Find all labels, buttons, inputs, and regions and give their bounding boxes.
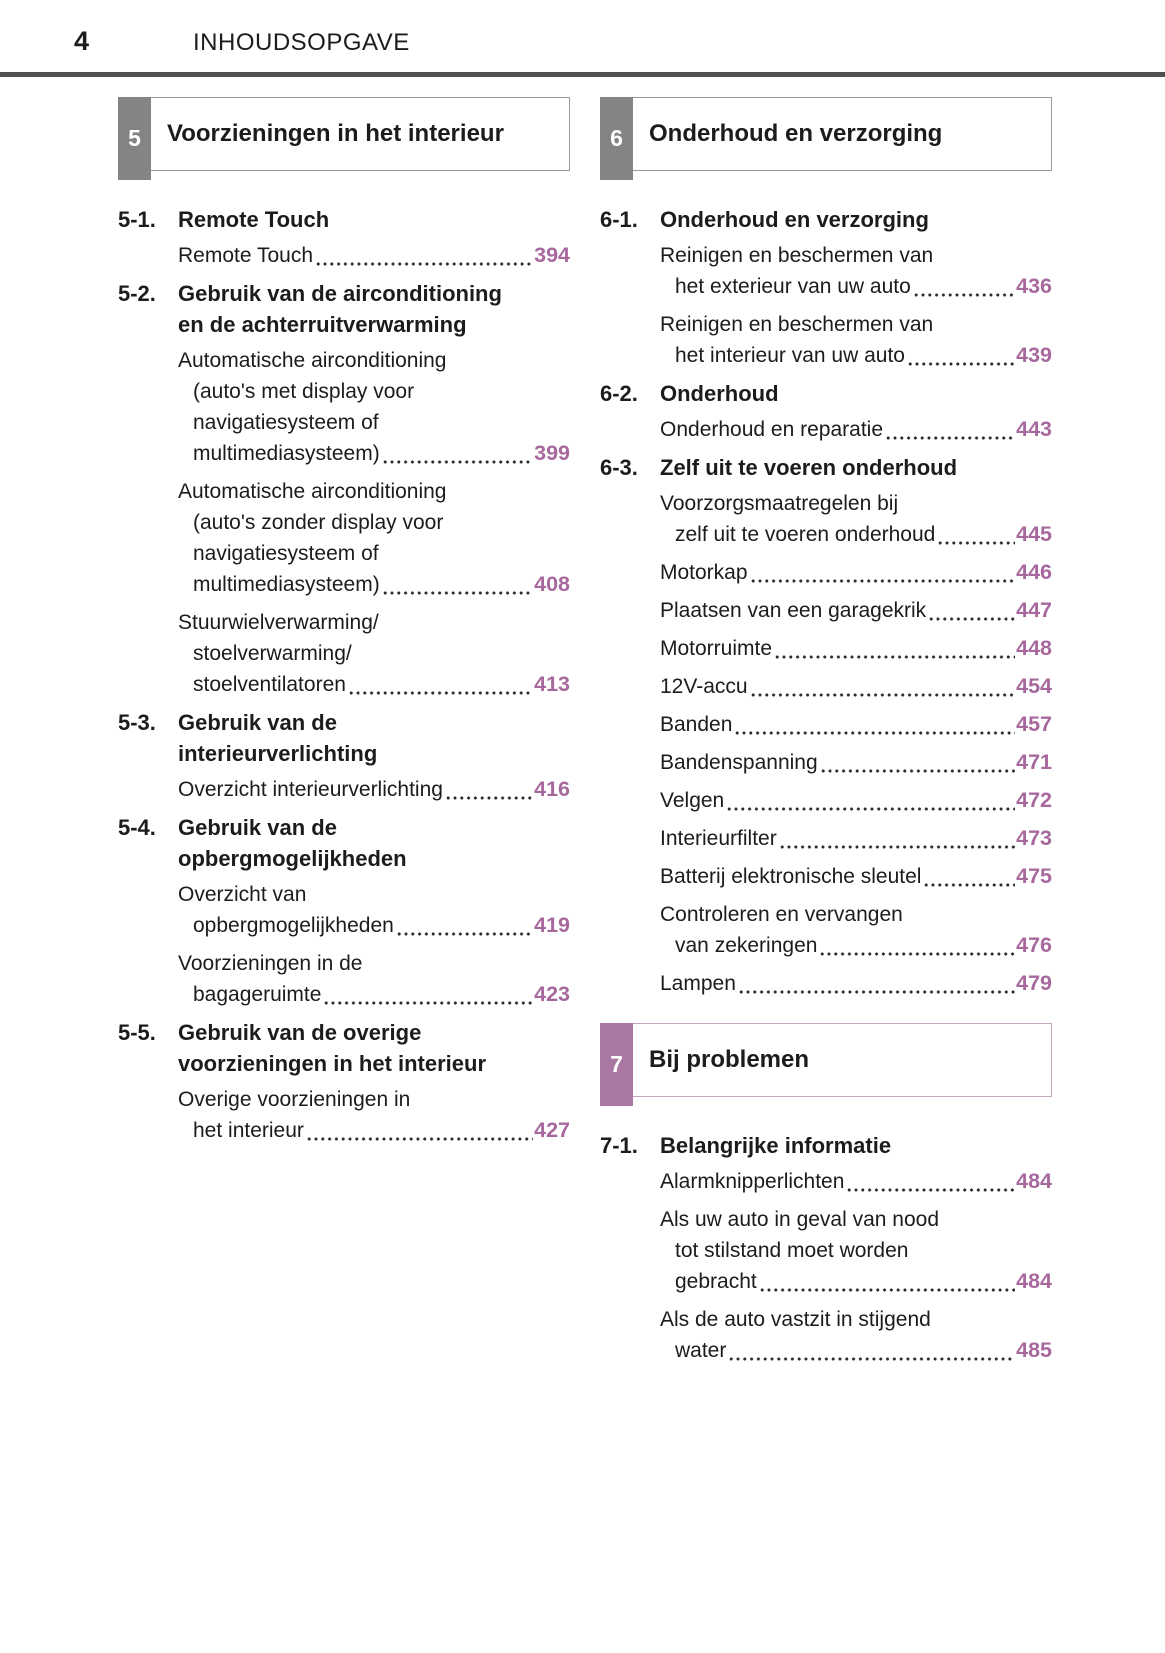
entry-text: Remote Touch [178, 244, 314, 267]
entry-text: (auto's met display voor [193, 380, 415, 403]
section-title [178, 812, 570, 874]
chapter-title: Bij problemen [649, 1046, 810, 1073]
toc-column-right [600, 97, 1052, 1373]
dot-leader [383, 460, 533, 464]
chapter-block-7 [600, 1023, 1052, 1366]
entry-text: het exterieur van uw auto [675, 275, 911, 298]
dot-leader [914, 293, 1015, 297]
entry-line [675, 340, 1052, 371]
entry-text: Als de auto vastzit in stijgend [660, 1308, 931, 1331]
dot-leader [397, 932, 533, 936]
toc-section-5-4 [118, 812, 570, 1010]
entry-page-number: 472 [1016, 788, 1052, 812]
entry-text: water [675, 1339, 727, 1362]
section-title-line: Belangrijke informatie [660, 1133, 892, 1158]
entry-line [193, 910, 570, 941]
chapter-number-tab: 5 [118, 97, 151, 180]
dot-leader [316, 262, 533, 266]
entry-page-number: 439 [1016, 343, 1052, 367]
dot-leader [847, 1188, 1015, 1192]
toc-entry [660, 1166, 1052, 1197]
entry-line [660, 709, 1052, 740]
entry-line [675, 930, 1052, 961]
entry-text: navigatiesysteem of [193, 411, 379, 434]
entry-line [675, 1235, 1052, 1266]
entry-page-number: 443 [1016, 417, 1052, 441]
entry-text: gebracht [675, 1270, 757, 1293]
entry-text: multimediasysteem) [193, 442, 380, 465]
entry-text: navigatiesysteem of [193, 542, 379, 565]
entry-text: Reinigen en beschermen van [660, 244, 934, 267]
toc-section-5-3 [118, 707, 570, 805]
entry-text: Batterij elektronische sleutel [660, 865, 922, 888]
dot-leader [739, 990, 1015, 994]
entry-text: het interieur van uw auto [675, 344, 905, 367]
section-title-line: Remote Touch [178, 207, 330, 232]
entry-text: Interieurfilter [660, 827, 777, 850]
entry-text: 12V-accu [660, 675, 748, 698]
entry-text: stoelventilatoren [193, 673, 346, 696]
toc-entry [660, 595, 1052, 626]
entry-line [193, 376, 570, 407]
chapter-number-tab: 6 [600, 97, 633, 180]
section-title-line: interieurverlichting [178, 741, 378, 766]
dot-leader [820, 952, 1015, 956]
entry-page-number: 446 [1016, 560, 1052, 584]
entry-text: Onderhoud en reparatie [660, 418, 883, 441]
entry-page-number: 399 [534, 441, 570, 465]
dot-leader [760, 1288, 1015, 1292]
toc-section-6-1 [600, 204, 1052, 371]
toc-entry [660, 309, 1052, 371]
section-number: 6-1. [600, 207, 638, 232]
section-title [178, 278, 570, 340]
entry-text: Automatische airconditioning [178, 480, 447, 503]
toc-entry [660, 785, 1052, 816]
toc-entry [178, 345, 570, 469]
entry-text: Overige voorzieningen in [178, 1088, 411, 1111]
entry-line [193, 638, 570, 669]
toc-entry [178, 948, 570, 1010]
entry-line [193, 538, 570, 569]
entry-line [178, 774, 570, 805]
section-number: 6-3. [600, 455, 638, 480]
entry-line [193, 569, 570, 600]
dot-leader [446, 796, 533, 800]
entry-page-number: 445 [1016, 522, 1052, 546]
entry-line [193, 1115, 570, 1146]
entry-page-number: 484 [1016, 1269, 1052, 1293]
section-number: 5-1. [118, 207, 156, 232]
chapter-box-7 [600, 1023, 1052, 1097]
toc-entry [660, 414, 1052, 445]
section-number: 5-4. [118, 815, 156, 840]
section-title [178, 204, 570, 235]
entry-page-number: 447 [1016, 598, 1052, 622]
entry-page-number: 413 [534, 672, 570, 696]
toc-entry [660, 709, 1052, 740]
entry-text: Velgen [660, 789, 725, 812]
toc-entry [178, 879, 570, 941]
entry-page-number: 454 [1016, 674, 1052, 698]
entry-text: Voorzieningen in de [178, 952, 363, 975]
entry-text: Bandenspanning [660, 751, 818, 774]
toc-entry [178, 240, 570, 271]
entry-text: opbergmogelijkheden [193, 914, 394, 937]
entry-page-number: 476 [1016, 933, 1052, 957]
dot-leader [729, 1357, 1015, 1361]
entry-line [660, 240, 1052, 271]
header-rule [0, 72, 1165, 77]
entry-text: Reinigen en beschermen van [660, 313, 934, 336]
entry-line [178, 948, 570, 979]
entry-page-number: 471 [1016, 750, 1052, 774]
section-number: 6-2. [600, 381, 638, 406]
entry-text: Stuurwielverwarming/ [178, 611, 379, 634]
entry-text: het interieur [193, 1119, 304, 1142]
entry-page-number: 479 [1016, 971, 1052, 995]
entry-line [660, 488, 1052, 519]
toc-entry [660, 488, 1052, 550]
dot-leader [751, 579, 1016, 583]
section-title [660, 452, 1052, 483]
chapter-block-6 [600, 97, 1052, 999]
entry-page-number: 427 [534, 1118, 570, 1142]
toc-entry [660, 861, 1052, 892]
entry-text: Alarmknipperlichten [660, 1170, 845, 1193]
toc-column-left [118, 97, 570, 1153]
entry-text: Automatische airconditioning [178, 349, 447, 372]
entry-page-number: 394 [534, 243, 570, 267]
section-title-line: voorzieningen in het interieur [178, 1051, 487, 1076]
toc-section-5-2 [118, 278, 570, 700]
entry-text: Overzicht interieurverlichting [178, 778, 443, 801]
dot-leader [307, 1137, 533, 1141]
dot-leader [751, 693, 1016, 697]
entry-line [178, 607, 570, 638]
entry-text: zelf uit te voeren onderhoud [675, 523, 936, 546]
chapter-title: Voorzieningen in het interieur [167, 120, 504, 147]
entry-text: (auto's zonder display voor [193, 511, 444, 534]
section-title [660, 378, 1052, 409]
entry-page-number: 448 [1016, 636, 1052, 660]
entry-text: Controleren en vervangen [660, 903, 903, 926]
entry-line [193, 669, 570, 700]
section-title-line: opbergmogelijkheden [178, 846, 407, 871]
toc-section-5-1 [118, 204, 570, 271]
toc-entry [660, 671, 1052, 702]
entry-line [178, 476, 570, 507]
entry-text: Lampen [660, 972, 736, 995]
entry-line [675, 1266, 1052, 1297]
entry-text: Als uw auto in geval van nood [660, 1208, 940, 1231]
dot-leader [727, 807, 1015, 811]
dot-leader [821, 769, 1015, 773]
entry-text: Motorkap [660, 561, 748, 584]
entry-page-number: 457 [1016, 712, 1052, 736]
entry-line [660, 968, 1052, 999]
entry-line [178, 240, 570, 271]
chapter-block-5 [118, 97, 570, 1146]
dot-leader [908, 362, 1015, 366]
toc-entry [178, 1084, 570, 1146]
entry-line [675, 519, 1052, 550]
entry-line [660, 861, 1052, 892]
dot-leader [775, 655, 1015, 659]
dot-leader [938, 541, 1015, 545]
entry-text: Overzicht van [178, 883, 307, 906]
section-title-line: Zelf uit te voeren onderhoud [660, 455, 958, 480]
entry-line [193, 979, 570, 1010]
dot-leader [324, 1001, 533, 1005]
entry-text: Plaatsen van een garagekrik [660, 599, 927, 622]
toc-section-7-1 [600, 1130, 1052, 1366]
entry-line [660, 633, 1052, 664]
toc-entry [660, 1304, 1052, 1366]
dot-leader [886, 436, 1015, 440]
entry-line [178, 1084, 570, 1115]
entry-text: stoelverwarming/ [193, 642, 352, 665]
entry-page-number: 423 [534, 982, 570, 1006]
section-number: 7-1. [600, 1133, 638, 1158]
entry-line [660, 1304, 1052, 1335]
entry-page-number: 436 [1016, 274, 1052, 298]
section-title-line: Onderhoud [660, 381, 779, 406]
entry-line [660, 309, 1052, 340]
entry-line [660, 747, 1052, 778]
section-title-line: Gebruik van de overige [178, 1020, 422, 1045]
toc-section-5-5 [118, 1017, 570, 1146]
chapter-title: Onderhoud en verzorging [649, 120, 943, 147]
entry-line [660, 595, 1052, 626]
page-title: INHOUDSOPGAVE [193, 29, 410, 56]
entry-line [675, 271, 1052, 302]
section-number: 5-5. [118, 1020, 156, 1045]
toc-entry [660, 823, 1052, 854]
entry-text: Voorzorgsmaatregelen bij [660, 492, 899, 515]
entry-line [178, 879, 570, 910]
dot-leader [383, 591, 533, 595]
entry-line [675, 1335, 1052, 1366]
entry-page-number: 475 [1016, 864, 1052, 888]
entry-text: Motorruimte [660, 637, 773, 660]
dot-leader [929, 617, 1015, 621]
toc-entry [660, 240, 1052, 302]
entry-line [193, 438, 570, 469]
dot-leader [780, 845, 1015, 849]
entry-line [660, 785, 1052, 816]
entry-text: van zekeringen [675, 934, 818, 957]
dot-leader [349, 691, 533, 695]
chapter-number-tab: 7 [600, 1023, 633, 1106]
toc-entry [660, 1204, 1052, 1297]
toc-section-6-2 [600, 378, 1052, 445]
toc-section-6-3 [600, 452, 1052, 999]
entry-page-number: 416 [534, 777, 570, 801]
chapter-box-5 [118, 97, 570, 171]
entry-page-number: 419 [534, 913, 570, 937]
entry-page-number: 408 [534, 572, 570, 596]
dot-leader [735, 731, 1015, 735]
entry-text: tot stilstand moet worden [675, 1239, 909, 1262]
section-title [660, 204, 1052, 235]
entry-line [193, 507, 570, 538]
section-title-line: en de achterruitverwarming [178, 312, 467, 337]
section-number: 5-2. [118, 281, 156, 306]
entry-line [660, 1166, 1052, 1197]
section-title-line: Gebruik van de airconditioning [178, 281, 502, 306]
entry-page-number: 485 [1016, 1338, 1052, 1362]
toc-entry [178, 607, 570, 700]
entry-line [660, 557, 1052, 588]
section-title-line: Gebruik van de [178, 815, 337, 840]
toc-entry [178, 774, 570, 805]
entry-line [193, 407, 570, 438]
entry-text: bagageruimte [193, 983, 322, 1006]
dot-leader [924, 883, 1015, 887]
toc-entry [660, 633, 1052, 664]
entry-line [178, 345, 570, 376]
section-title [178, 1017, 570, 1079]
toc-entry [660, 557, 1052, 588]
section-title-line: Gebruik van de [178, 710, 337, 735]
toc-entry [178, 476, 570, 600]
entry-line [660, 671, 1052, 702]
entry-page-number: 473 [1016, 826, 1052, 850]
page-number: 4 [74, 26, 90, 56]
entry-text: multimediasysteem) [193, 573, 380, 596]
entry-page-number: 484 [1016, 1169, 1052, 1193]
section-number: 5-3. [118, 710, 156, 735]
section-title [660, 1130, 1052, 1161]
entry-text: Banden [660, 713, 733, 736]
section-title [178, 707, 570, 769]
toc-entry [660, 968, 1052, 999]
entry-line [660, 1204, 1052, 1235]
entry-line [660, 823, 1052, 854]
toc-entry [660, 747, 1052, 778]
chapter-box-6 [600, 97, 1052, 171]
entry-line [660, 899, 1052, 930]
toc-entry [660, 899, 1052, 961]
entry-line [660, 414, 1052, 445]
section-title-line: Onderhoud en verzorging [660, 207, 929, 232]
